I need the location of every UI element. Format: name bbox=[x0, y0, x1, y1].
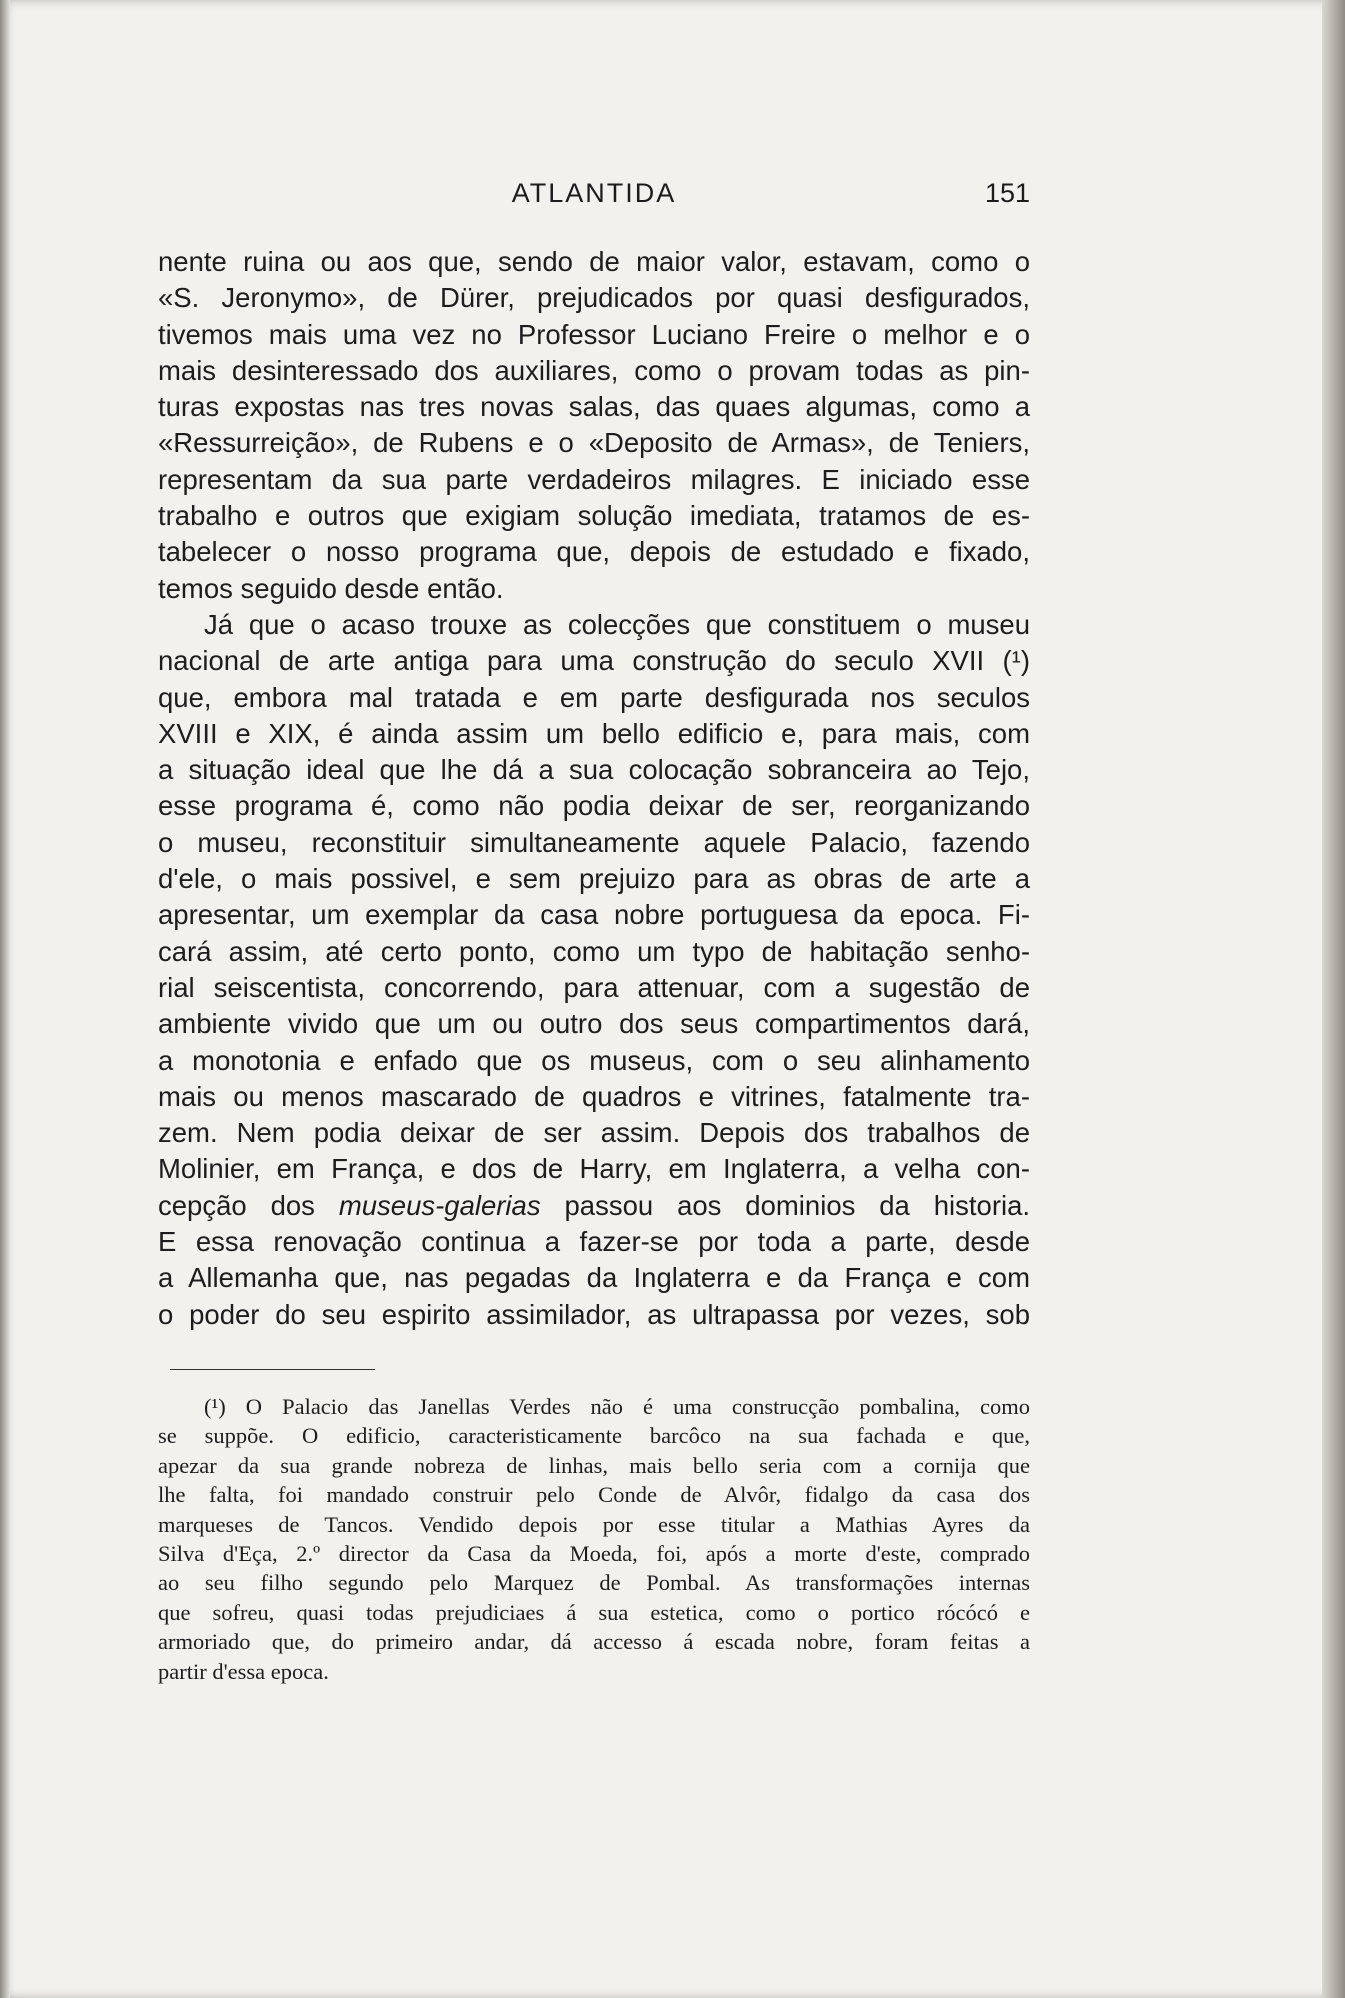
text-line: o museu, reconstituir simultaneamente aquele Palacio, fazendo bbox=[158, 826, 1030, 858]
italic-term: museus-galerias bbox=[338, 1189, 541, 1221]
text-line: Molinier, em França, e dos de Harry, em Inglaterra, a velha con- bbox=[158, 1153, 1030, 1185]
running-header bbox=[158, 178, 1030, 212]
page-number: 151 bbox=[984, 178, 1030, 208]
page-edge-shadow bbox=[1322, 0, 1345, 1998]
footnote-line: (¹) O Palacio das Janellas Verdes não é uma construcção pombalina, como bbox=[204, 1394, 1030, 1419]
footnote-line: se suppõe. O edificio, caracteristicamente barcôco na sua fachada e que, bbox=[158, 1423, 1030, 1449]
footnote-line: armoriado que, do primeiro andar, dá accesso á escada nobre, foram feitas a bbox=[158, 1629, 1030, 1655]
footnote-line: Silva d'Eça, 2.º director da Casa da Moeda, foi, após a morte d'este, comprado bbox=[158, 1540, 1030, 1566]
text-line: apresentar, um exemplar da casa nobre portuguesa da epoca. Fi- bbox=[158, 899, 1030, 931]
text-fragment: passou aos dominios da historia. bbox=[564, 1189, 1031, 1221]
text-line-with-italic bbox=[158, 1188, 1030, 1224]
page-binding-edge bbox=[0, 0, 10, 1998]
text-line: Já que o acaso trouxe as colecções que constituem o museu bbox=[204, 608, 1030, 640]
footnote-line: que sofreu, quasi todas prejudiciaes á sua estetica, como o portico rócócó e bbox=[158, 1599, 1030, 1625]
text-line: «S. Jeronymo», de Dürer, prejudicados por quasi desfigurados, bbox=[158, 282, 1030, 314]
text-fragment: cepção dos bbox=[158, 1189, 315, 1221]
text-line: a Allemanha que, nas pegadas da Inglaterra e da França e com bbox=[158, 1262, 1030, 1294]
text-line: tabelecer o nosso programa que, depois de estudado e fixado, bbox=[158, 536, 1030, 568]
text-line: esse programa é, como não podia deixar de ser, reorganizando bbox=[158, 790, 1030, 822]
text-line: representam da sua parte verdadeiros milagres. E iniciado esse bbox=[158, 463, 1030, 495]
text-line: XVIII e XIX, é ainda assim um bello edificio e, para mais, com bbox=[158, 717, 1030, 749]
footnote-separator bbox=[170, 1369, 375, 1370]
footnote-line: marqueses de Tancos. Vendido depois por esse titular a Mathias Ayres da bbox=[158, 1511, 1030, 1537]
text-line: trabalho e outros que exigiam solução imediata, tratamos de es- bbox=[158, 500, 1030, 532]
text-line: «Ressurreição», de Rubens e o «Deposito de Armas», de Teniers, bbox=[158, 427, 1030, 459]
running-title: ATLANTIDA bbox=[511, 178, 677, 208]
text-line: E essa renovação continua a fazer-se por toda a parte, desde bbox=[158, 1226, 1030, 1258]
text-line: temos seguido desde então. bbox=[158, 572, 504, 604]
footnote-line: partir d'essa epoca. bbox=[158, 1658, 329, 1684]
text-line: mais desinteressado dos auxiliares, como o provam todas as pin- bbox=[158, 354, 1030, 386]
text-line: cará assim, até certo ponto, como um typo de habitação senho- bbox=[158, 935, 1030, 967]
text-line: nacional de arte antiga para uma construção do seculo XVII (¹) bbox=[158, 645, 1030, 677]
text-line: que, embora mal tratada e em parte desfigurada nos seculos bbox=[158, 681, 1030, 713]
text-line: nente ruina ou aos que, sendo de maior valor, estavam, como o bbox=[158, 246, 1030, 277]
main-text bbox=[158, 244, 1030, 1333]
text-line: d'ele, o mais possivel, e sem prejuizo para as obras de arte a bbox=[158, 863, 1030, 895]
text-line: mais ou menos mascarado de quadros e vitrines, fatalmente tra- bbox=[158, 1080, 1030, 1112]
footnote bbox=[158, 1392, 1030, 1686]
footnote-line: apezar da sua grande nobreza de linhas, mais bello seria com a cornija que bbox=[158, 1452, 1030, 1478]
text-line: rial seiscentista, concorrendo, para attenuar, com a sugestão de bbox=[158, 971, 1030, 1003]
text-line: tivemos mais uma vez no Professor Luciano Freire o melhor e o bbox=[158, 318, 1030, 350]
text-line: turas expostas nas tres novas salas, das quaes algumas, como a bbox=[158, 391, 1030, 423]
text-line: a monotonia e enfado que os museus, com o seu alinhamento bbox=[158, 1044, 1030, 1076]
text-line: a situação ideal que lhe dá a sua colocação sobranceira ao Tejo, bbox=[158, 754, 1030, 786]
text-line: ambiente vivido que um ou outro dos seus compartimentos dará, bbox=[158, 1008, 1030, 1040]
text-line: o poder do seu espirito assimilador, as ultrapassa por vezes, sob bbox=[158, 1298, 1030, 1330]
footnote-line: lhe falta, foi mandado construir pelo Conde de Alvôr, fidalgo da casa dos bbox=[158, 1482, 1030, 1508]
footnote-line: ao seu filho segundo pelo Marquez de Pombal. As transformações internas bbox=[158, 1570, 1030, 1596]
text-line: zem. Nem podia deixar de ser assim. Depois dos trabalhos de bbox=[158, 1117, 1030, 1149]
